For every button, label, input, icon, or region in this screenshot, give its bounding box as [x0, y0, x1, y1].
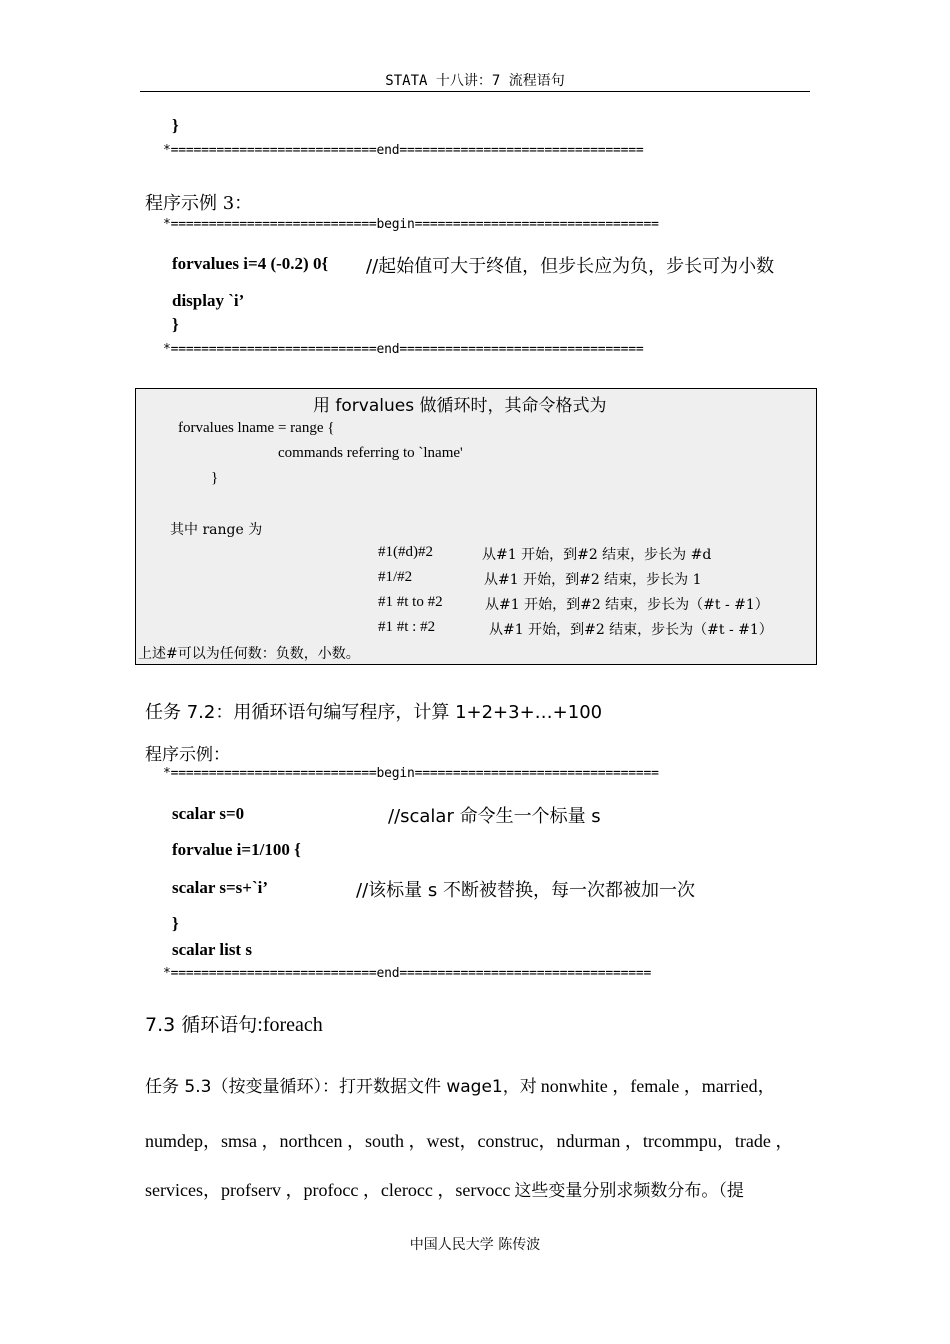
task-paragraph-line: [145, 1176, 744, 1202]
range-desc: 从#1 开始，到#2 结束，步长为（#t - #1）: [485, 597, 769, 613]
variable-list: numdep，smsa ，northcen ，south ，west，construc，ndurman ，trcommpu，trade ，: [145, 1131, 794, 1151]
code-line: scalar s=0: [172, 804, 245, 823]
range-intro: 其中 range 为: [170, 522, 263, 538]
task-text: 这些变量分别求频数分布。（提: [514, 1181, 744, 1201]
code-comment: //该标量 s 不断被替换，每一次都被加一次: [356, 880, 695, 901]
variable-list: services，profserv ，profocc ，clerocc ，servocc: [145, 1180, 511, 1200]
code-line: display `i’: [172, 291, 245, 310]
section-heading-keyword: :foreach: [257, 1014, 323, 1036]
example-label: 程序示例：: [145, 745, 230, 765]
end-separator: *===========================end=================================: [163, 966, 652, 981]
end-separator: *===========================end================================: [163, 143, 644, 158]
code-line: scalar s=s+`i’: [172, 878, 269, 897]
variable-list: nonwhite ，female ，married，: [540, 1076, 776, 1096]
section-heading-text: 7.3 循环语句: [145, 1014, 258, 1036]
page-footer: 中国人民大学 陈传波: [409, 1237, 541, 1253]
syntax-box-title: 用 forvalues 做循环时，其命令格式为: [313, 396, 607, 416]
example-label: 程序示例 3：: [145, 193, 253, 214]
page-header: STATA 十八讲：7 流程语句: [385, 73, 565, 89]
code-line: }: [172, 315, 179, 334]
code-line: forvalues i=4 (-0.2) 0{: [172, 254, 329, 273]
syntax-line: commands referring to `lname': [278, 445, 463, 461]
code-line: }: [172, 914, 179, 933]
syntax-note: 上述#可以为任何数：负数，小数。: [138, 646, 360, 662]
section-heading: [145, 1010, 323, 1037]
range-form: #1 #t to #2: [378, 594, 443, 610]
header-rule: [140, 91, 810, 92]
code-line: forvalue i=1/100 {: [172, 840, 301, 859]
closing-brace: }: [172, 116, 179, 135]
syntax-line: }: [211, 470, 219, 486]
range-form: #1(#d)#2: [378, 544, 433, 560]
begin-separator: *===========================begin================================: [163, 766, 659, 781]
syntax-box: [135, 388, 817, 665]
syntax-line: forvalues lname = range {: [178, 420, 335, 436]
range-form: #1/#2: [378, 569, 413, 585]
range-form: #1 #t : #2: [378, 619, 436, 635]
begin-separator: *===========================begin================================: [163, 217, 659, 232]
code-comment: //scalar 命令生一个标量 s: [388, 806, 601, 827]
range-desc: 从#1 开始，到#2 结束，步长为（#t - #1）: [489, 622, 773, 638]
code-comment: //起始值可大于终值，但步长应为负，步长可为小数: [366, 256, 775, 277]
range-desc: 从#1 开始，到#2 结束，步长为 #d: [482, 547, 712, 563]
range-desc: 从#1 开始，到#2 结束，步长为 1: [484, 572, 702, 588]
code-line: scalar list s: [172, 940, 252, 959]
task-title: 任务 7.2：用循环语句编写程序，计算 1+2+3+…+100: [145, 702, 603, 723]
task-text: 任务 5.3（按变量循环）：打开数据文件 wage1，对: [145, 1077, 537, 1097]
end-separator: *===========================end================================: [163, 342, 644, 357]
task-paragraph-line: [145, 1072, 776, 1098]
